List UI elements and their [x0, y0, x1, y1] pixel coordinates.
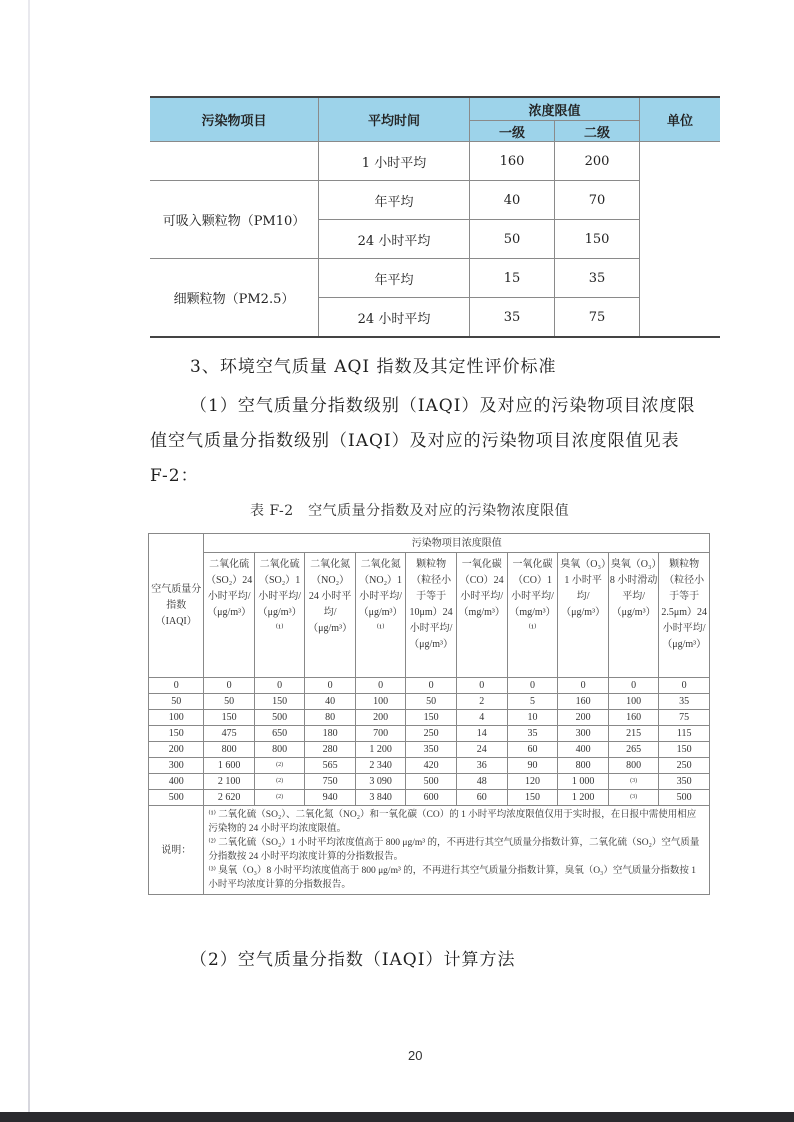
limit-value-cell: 75: [659, 710, 710, 726]
column-header: 二氧化氮（NO₂）1 小时平均/（μg/m³）⁽¹⁾: [355, 553, 405, 678]
pollutant-pm25: 细颗粒物（PM2.5）: [150, 259, 319, 338]
note-label: 说明：: [149, 806, 204, 895]
limit-value-cell: 35: [507, 726, 558, 742]
grade1-cell: 40: [470, 181, 555, 220]
limit-value-cell: 80: [305, 710, 355, 726]
column-header: 一氧化碳（CO）1 小时平均/（mg/m³）⁽¹⁾: [507, 553, 558, 678]
limit-value-cell: 800: [254, 742, 304, 758]
limit-value-cell: (3): [608, 774, 658, 790]
iaqi-value-cell: 100: [149, 710, 204, 726]
note-1: ⁽¹⁾ 二氧化硫（SO₂）、二氧化氮（NO₂）和一氧化碳（CO）的 1 小时平均浓度限值仅用于实时报，在日报中需使用相应污染物的 24 小时平均浓度限值。: [208, 810, 697, 834]
limit-value-cell: 650: [254, 726, 304, 742]
table-row: [149, 742, 710, 758]
group-header: 污染物项目浓度限值: [204, 534, 710, 553]
header-grade1: 一级: [470, 121, 555, 142]
limit-value-cell: 0: [456, 678, 507, 694]
grade1-cell: 50: [470, 220, 555, 259]
table-row: [149, 678, 710, 694]
iaqi-value-cell: 500: [149, 790, 204, 806]
limit-value-cell: 600: [406, 790, 456, 806]
grade2-cell: 75: [555, 298, 640, 338]
limit-value-cell: 60: [456, 790, 507, 806]
grade2-cell: 70: [555, 181, 640, 220]
grade1-cell: 160: [470, 142, 555, 181]
limit-value-cell: 115: [659, 726, 710, 742]
avg-time-cell: 1 小时平均: [319, 142, 470, 181]
paragraph1-line1: （1）空气质量分指数级别（IAQI）及对应的污染物项目浓度限: [190, 396, 696, 416]
notes-cell: [204, 806, 710, 895]
limit-value-cell: 0: [204, 678, 254, 694]
header-limit: 浓度限值: [470, 97, 640, 121]
limit-value-cell: 50: [204, 694, 254, 710]
limit-value-cell: 300: [558, 726, 608, 742]
limit-value-cell: 565: [305, 758, 355, 774]
limit-value-cell: 90: [507, 758, 558, 774]
limit-value-cell: 40: [305, 694, 355, 710]
limit-value-cell: 120: [507, 774, 558, 790]
limit-value-cell: 1 600: [204, 758, 254, 774]
limit-value-cell: 5: [507, 694, 558, 710]
limit-value-cell: 1 200: [355, 742, 405, 758]
limit-value-cell: 350: [659, 774, 710, 790]
limit-value-cell: 0: [406, 678, 456, 694]
limit-value-cell: 0: [507, 678, 558, 694]
limit-value-cell: 750: [305, 774, 355, 790]
limit-value-cell: 700: [355, 726, 405, 742]
limit-value-cell: 250: [406, 726, 456, 742]
grade1-cell: 35: [470, 298, 555, 338]
header-pollutant: 污染物项目: [150, 97, 319, 142]
avg-time-cell: 24 小时平均: [319, 220, 470, 259]
limit-value-cell: 940: [305, 790, 355, 806]
limit-value-cell: 800: [204, 742, 254, 758]
limit-value-cell: 1 000: [558, 774, 608, 790]
limit-value-cell: 265: [608, 742, 658, 758]
grade2-cell: 150: [555, 220, 640, 259]
table-row: [149, 790, 710, 806]
scan-bottom-edge: [0, 1112, 794, 1122]
limit-value-cell: 0: [558, 678, 608, 694]
table-caption: 表 F-2 空气质量分指数及对应的污染物浓度限值: [250, 503, 570, 519]
limit-value-cell: 500: [254, 710, 304, 726]
column-header: 二氧化硫（SO₂）24 小时平均/（μg/m³）: [204, 553, 254, 678]
column-header: 颗粒物（粒径小于等于2.5μm）24 小时平均/（μg/m³）: [659, 553, 710, 678]
limit-value-cell: 150: [406, 710, 456, 726]
limit-value-cell: 3 840: [355, 790, 405, 806]
iaqi-value-cell: 300: [149, 758, 204, 774]
limit-value-cell: (2): [254, 790, 304, 806]
limit-value-cell: 400: [558, 742, 608, 758]
limit-value-cell: 150: [659, 742, 710, 758]
limit-value-cell: 150: [204, 710, 254, 726]
limit-value-cell: (3): [608, 790, 658, 806]
limit-value-cell: 150: [254, 694, 304, 710]
limit-value-cell: 180: [305, 726, 355, 742]
column-header: 颗粒物（粒径小于等于10μm）24 小时平均/（μg/m³）: [406, 553, 456, 678]
grade1-cell: 15: [470, 259, 555, 298]
limit-value-cell: 24: [456, 742, 507, 758]
column-header-row: [149, 553, 710, 678]
limit-value-cell: 200: [558, 710, 608, 726]
table-row: [149, 694, 710, 710]
header-unit: 单位: [640, 97, 721, 142]
paragraph2: （2）空气质量分指数（IAQI）计算方法: [190, 950, 516, 970]
grade2-cell: 200: [555, 142, 640, 181]
limit-value-cell: 2 100: [204, 774, 254, 790]
column-header: 臭氧（O₃）8 小时滑动平均/（μg/m³）: [608, 553, 658, 678]
page-number: 20: [408, 1048, 423, 1063]
header-avg-time: 平均时间: [319, 97, 470, 142]
pollutant-pm10: 可吸入颗粒物（PM10）: [150, 181, 319, 259]
limit-value-cell: (2): [254, 774, 304, 790]
limit-value-cell: 160: [608, 710, 658, 726]
section-heading: 3、环境空气质量 AQI 指数及其定性评价标准: [190, 357, 557, 377]
limit-value-cell: 420: [406, 758, 456, 774]
table-row: [150, 259, 720, 298]
table-row: [149, 726, 710, 742]
header-grade2: 二级: [555, 121, 640, 142]
iaqi-value-cell: 400: [149, 774, 204, 790]
limit-value-cell: 100: [608, 694, 658, 710]
limit-value-cell: 2: [456, 694, 507, 710]
limit-value-cell: 60: [507, 742, 558, 758]
limit-value-cell: 800: [608, 758, 658, 774]
limit-value-cell: 350: [406, 742, 456, 758]
table-row: [149, 758, 710, 774]
limit-value-cell: 50: [406, 694, 456, 710]
column-header: 臭氧（O₃）1 小时平均/（μg/m³）: [558, 553, 608, 678]
limit-value-cell: 0: [608, 678, 658, 694]
page-binding-edge: [28, 0, 30, 1122]
limit-value-cell: 160: [558, 694, 608, 710]
note-3: ⁽³⁾ 臭氧（O₃）8 小时平均浓度值高于 800 μg/m³ 的，不再进行其空气质量分指数计算，臭氧（O₃）空气质量分指数按 1 小时平均浓度计算的分指数报告。: [208, 866, 696, 890]
aqi-table: [148, 533, 710, 895]
column-header: 二氧化硫（SO₂）1 小时平均/（μg/m³）⁽¹⁾: [254, 553, 304, 678]
limit-value-cell: 800: [558, 758, 608, 774]
limit-value-cell: (2): [254, 758, 304, 774]
limit-value-cell: 3 090: [355, 774, 405, 790]
limit-value-cell: 100: [355, 694, 405, 710]
avg-time-cell: 年平均: [319, 259, 470, 298]
limit-value-cell: 280: [305, 742, 355, 758]
note-2: ⁽²⁾ 二氧化硫（SO₂）1 小时平均浓度值高于 800 μg/m³ 的，不再进行其空气质量分指数计算，二氧化硫（SO₂）空气质量分指数按 24 小时平均浓度计算的分指数报告。: [208, 838, 700, 862]
limit-value-cell: 36: [456, 758, 507, 774]
limit-value-cell: 500: [406, 774, 456, 790]
grade2-cell: 35: [555, 259, 640, 298]
limit-value-cell: 475: [204, 726, 254, 742]
limit-value-cell: 500: [659, 790, 710, 806]
limit-value-cell: 2 340: [355, 758, 405, 774]
table-row: [150, 142, 720, 181]
limit-value-cell: 215: [608, 726, 658, 742]
table-row: [149, 710, 710, 726]
table-row: [150, 181, 720, 220]
column-header: 二氧化氮（NO₂）24 小时平均/（μg/m³）: [305, 553, 355, 678]
limit-value-cell: 10: [507, 710, 558, 726]
limit-value-cell: 35: [659, 694, 710, 710]
iaqi-value-cell: 50: [149, 694, 204, 710]
iaqi-col-header: 空气质量分指数（IAQI）: [149, 534, 204, 678]
paragraph1-line2: 值空气质量分指数级别（IAQI）及对应的污染物项目浓度限值见表: [150, 431, 680, 451]
paragraph1-line3: F-2：: [150, 466, 199, 486]
table-row: [149, 774, 710, 790]
unit-cell: [640, 142, 721, 338]
pollutant-cell: [150, 142, 319, 181]
limit-value-cell: 14: [456, 726, 507, 742]
limit-value-cell: 48: [456, 774, 507, 790]
limit-value-cell: 0: [305, 678, 355, 694]
avg-time-cell: 24 小时平均: [319, 298, 470, 338]
limit-value-cell: 0: [659, 678, 710, 694]
pollutant-limit-table: [150, 96, 720, 338]
avg-time-cell: 年平均: [319, 181, 470, 220]
limit-value-cell: 150: [507, 790, 558, 806]
limit-value-cell: 2 620: [204, 790, 254, 806]
limit-value-cell: 0: [355, 678, 405, 694]
iaqi-value-cell: 200: [149, 742, 204, 758]
column-header: 一氧化碳（CO）24 小时平均/（mg/m³）: [456, 553, 507, 678]
limit-value-cell: 0: [254, 678, 304, 694]
limit-value-cell: 250: [659, 758, 710, 774]
iaqi-value-cell: 0: [149, 678, 204, 694]
iaqi-value-cell: 150: [149, 726, 204, 742]
limit-value-cell: 200: [355, 710, 405, 726]
limit-value-cell: 4: [456, 710, 507, 726]
limit-value-cell: 1 200: [558, 790, 608, 806]
